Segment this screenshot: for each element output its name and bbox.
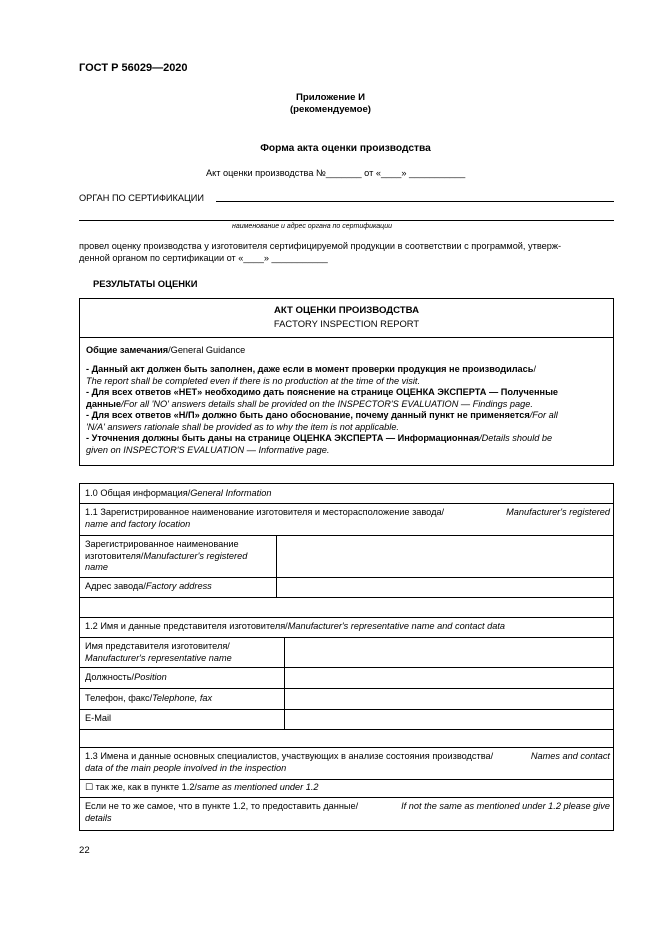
section-general-info-en: General Information	[190, 488, 272, 498]
note-3-en: 'N/A' answers rationale shall be provided as to why the item is not applicable.	[86, 421, 399, 432]
standard-code: ГОСТ Р 56029—2020	[79, 62, 188, 74]
row-line	[79, 747, 614, 748]
note-3-en-start: /For all	[529, 410, 558, 420]
note-1-ru: - Данный акт должен быть заполнен, даже если в момент проверки продукция не производилась	[86, 364, 534, 374]
appendix-subtitle: (рекомендуемое)	[289, 104, 371, 115]
registered-name-value[interactable]	[277, 536, 613, 577]
guidance-notes	[86, 364, 609, 456]
section-1-3-line1	[85, 751, 610, 763]
factory-address-label	[85, 581, 212, 593]
organ-caption: наименование и адрес органа по сертификации	[232, 223, 392, 230]
row-line	[79, 503, 614, 504]
row-line	[79, 617, 614, 618]
row-line	[79, 797, 614, 798]
phone-ru: Телефон, факс/	[85, 693, 153, 703]
act-number-line: Акт оценки производства №_______ от «____» ___________	[206, 168, 466, 178]
email-value[interactable]	[285, 710, 613, 729]
report-title-ru: АКТ ОЦЕНКИ ПРОИЗВОДСТВА	[273, 305, 420, 316]
guidance-ru: Общие замечания	[86, 345, 169, 355]
else-line1	[85, 801, 610, 813]
section-1-1-en-cont: name and factory location	[85, 518, 191, 529]
section-1-1	[85, 507, 610, 530]
rep-name-value[interactable]	[285, 638, 613, 667]
position-value[interactable]	[285, 668, 613, 688]
checkbox-icon[interactable]: ☐	[85, 783, 94, 793]
section-1-3-en: Names and contact	[530, 751, 610, 761]
position-label	[85, 672, 167, 684]
factory-address-en: Factory address	[145, 581, 212, 591]
section-1-3	[85, 751, 610, 774]
note-1	[86, 364, 609, 376]
section-1-1-en: Manufacturer's registered	[506, 507, 610, 517]
note-2-line2	[86, 399, 609, 411]
note-2-en: /For all 'NO' answers details shall be provided on the INSPECTOR'S EVALUATION — Findings page.	[121, 398, 533, 409]
guidance-heading	[86, 345, 245, 355]
report-title-en: FACTORY INSPECTION REPORT	[273, 318, 420, 329]
results-heading: РЕЗУЛЬТАТЫ ОЦЕНКИ	[93, 278, 198, 289]
note-4-en-start: /Details should be	[479, 433, 553, 443]
organ-address-line	[79, 220, 614, 221]
phone-en: Telephone, fax	[152, 693, 213, 703]
same-as-en: same as mentioned under 1.2	[196, 782, 319, 792]
position-en: Position	[134, 672, 167, 682]
organ-label: ОРГАН ПО СЕРТИФИКАЦИИ	[79, 193, 205, 203]
appendix-title: Приложение И	[296, 92, 365, 103]
section-1-3-en-cont: data of the main people involved in the inspection	[85, 762, 287, 773]
registered-name-ru-cont: изготовителя/	[85, 550, 144, 561]
report-divider	[79, 337, 614, 338]
factory-address-value[interactable]	[277, 578, 613, 597]
email-label: E-Mail	[85, 713, 112, 723]
registered-name-en: Manufacturer's registered	[143, 550, 248, 561]
registered-name-line2	[85, 551, 273, 563]
note-2-ru-cont: данные	[86, 398, 121, 409]
blank-row-1[interactable]	[80, 598, 613, 617]
intro-line-1: провел оценку производства у изготовителя сертифицируемой продукции в соответствии с программой, утверж-	[79, 241, 562, 251]
section-1-2	[85, 621, 505, 633]
factory-address-ru: Адрес завода/	[85, 581, 146, 591]
section-1-1-line1	[85, 507, 610, 519]
section-general-info	[85, 488, 271, 500]
same-as-1-2-option[interactable]	[85, 782, 319, 795]
note-3	[86, 410, 609, 422]
section-1-3-ru: 1.3 Имена и данные основных специалистов, участвующих в анализе состояния производства/	[85, 751, 494, 761]
rep-name-label	[85, 641, 232, 664]
section-1-1-ru: 1.1 Зарегистрированное наименование изготовителя и месторасположение завода/	[85, 507, 445, 517]
blank-row-2[interactable]	[80, 730, 613, 747]
section-1-2-ru: 1.2 Имя и данные представителя изготовителя/	[85, 621, 288, 631]
note-3-ru: - Для всех ответов «Н/П» должно быть дано обоснование, почему данный пункт не применяется	[86, 410, 530, 420]
registered-name-label	[85, 539, 273, 574]
guidance-en: /General Guidance	[168, 345, 246, 355]
row-line	[79, 779, 614, 780]
position-ru: Должность/	[85, 672, 135, 682]
else-instruction	[85, 801, 610, 824]
rep-name-en: Manufacturer's representative name	[85, 652, 232, 663]
note-2-ru: - Для всех ответов «НЕТ» необходимо дать пояснение на странице ОЦЕНКА ЭКСПЕРТА — Полученные	[86, 387, 559, 397]
else-ru: Если не то же самое, что в пункте 1.2, то предоставить данные/	[85, 801, 359, 811]
rep-name-ru: Имя представителя изготовителя/	[85, 641, 230, 651]
else-en-cont: details	[85, 812, 112, 823]
same-as-ru: так же, как в пункте 1.2/	[95, 782, 197, 792]
note-4-en: given on INSPECTOR'S EVALUATION — Informative page.	[86, 444, 330, 455]
page-number: 22	[79, 845, 90, 856]
form-title: Форма акта оценки производства	[260, 143, 431, 154]
intro-line-2: денной органом по сертификации от «____» ___________	[79, 253, 328, 263]
note-4-ru: - Уточнения должны быть даны на странице ОЦЕНКА ЭКСПЕРТА — Информационная	[86, 433, 480, 443]
section-general-info-ru: 1.0 Общая информация/	[85, 488, 191, 498]
note-1-en: The report shall be completed even if there is no production at the time of the visit.	[86, 375, 420, 386]
registered-name-en-cont: name	[85, 562, 108, 572]
note-1-sep: /	[533, 364, 536, 374]
registered-name-ru: Зарегистрированное наименование	[85, 539, 239, 549]
organ-name-line	[216, 201, 614, 202]
phone-label	[85, 693, 212, 705]
phone-value[interactable]	[285, 689, 613, 709]
note-4	[86, 433, 609, 445]
else-en: If not the same as mentioned under 1.2 please give	[401, 801, 610, 811]
section-1-2-en: Manufacturer's representative name and contact data	[287, 621, 506, 631]
